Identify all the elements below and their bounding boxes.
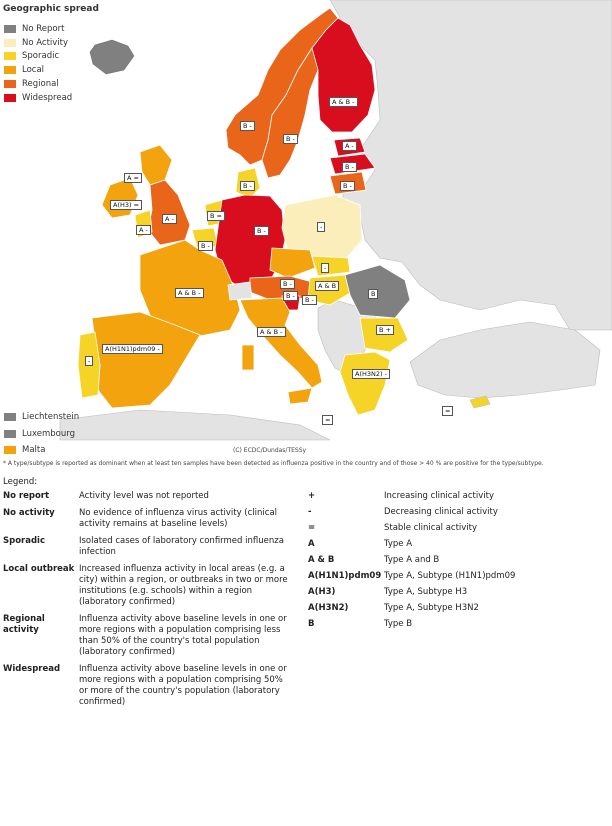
legend-swatch (4, 52, 16, 60)
definition-text: No evidence of influenza virus activity (clinical activity remains at baseline levels) (79, 508, 278, 529)
map-legend (4, 22, 72, 105)
small-country-item (4, 409, 79, 426)
label-austria: B - (280, 279, 295, 289)
small-country-label: Luxembourg (22, 428, 75, 439)
small-country-label: Malta (22, 445, 46, 456)
legend-label: No Activity (22, 37, 69, 48)
legend-label: Widespread (22, 92, 73, 103)
england (148, 180, 190, 245)
label-norway: B - (240, 121, 255, 131)
north-africa (60, 410, 330, 440)
symbol-row (308, 571, 608, 582)
legend-item (4, 91, 72, 105)
turkey (410, 322, 600, 398)
small-countries-legend (4, 409, 79, 459)
label-sweden: B - (283, 134, 298, 144)
legend-label: Regional (22, 79, 59, 90)
legend-title: Legend: (3, 477, 38, 487)
symbol-text: Type A, Subtype (H1N1)pdm09 (384, 571, 516, 581)
definition-text: Influenza activity above baseline levels in one or more regions with a population comprising 50% or more of the country's population (laboratory confirmed) (79, 664, 287, 707)
label-belgium: B - (198, 241, 213, 251)
symbol-row (308, 587, 608, 598)
legend-item (4, 36, 72, 50)
symbol-term: + (308, 491, 316, 501)
label-latvia: B - (342, 162, 357, 172)
legend-item (4, 22, 72, 36)
legend-swatch (4, 25, 16, 33)
label-slovenia: B - (283, 291, 298, 301)
ireland (102, 178, 138, 218)
legend-swatch (4, 94, 16, 102)
legend-item (4, 77, 72, 91)
label-netherlands: B = (207, 211, 225, 221)
legend-swatch (4, 430, 16, 438)
label-romania: B (368, 289, 378, 299)
definition-text: Activity level was not reported (79, 491, 209, 501)
legend-label: No Report (22, 23, 65, 34)
label-northern-ireland: A(H3) = (110, 200, 142, 210)
label-ireland: A = (124, 173, 142, 183)
bulgaria (360, 318, 408, 352)
map-title: Geographic spread (3, 4, 99, 14)
cyprus (470, 396, 490, 408)
footnote: * A type/subtype is reported as dominant when at least ten samples have been detected as influenza positive in the country and of those > 40 % are positive for the type/subtype. (3, 460, 544, 467)
iceland (90, 40, 134, 74)
legend-label: Local (22, 65, 45, 76)
label-wales: A - (136, 225, 151, 235)
symbol-term: - (308, 507, 312, 517)
sardinia (242, 345, 254, 370)
symbol-row (308, 523, 608, 534)
symbol-term: A(H3N2) (308, 603, 349, 613)
legend-item (4, 63, 72, 77)
symbol-row (308, 539, 608, 550)
symbol-row (308, 619, 608, 630)
legend-swatch (4, 39, 16, 47)
symbol-text: Type A (384, 539, 413, 549)
symbol-row (308, 555, 608, 566)
label-denmark: B - (240, 181, 255, 191)
label-czechia: A & B (315, 281, 339, 291)
symbol-text: Type A and B (384, 555, 440, 565)
label-finland: A & B - (329, 97, 358, 107)
label-england: A - (162, 214, 177, 224)
small-country-item (4, 426, 79, 443)
definition-row (3, 491, 303, 502)
label-bulgaria: B + (376, 325, 394, 335)
label-france: A & B - (175, 288, 204, 298)
definition-term: Regional activity (3, 614, 45, 635)
map-copyright: (C) ECDC/Dundas/TESSy (233, 447, 307, 454)
legend-label: Sporadic (22, 51, 60, 62)
label-spain: A(H1N1)pdm09 - (102, 344, 163, 354)
symbol-text: Increasing clinical activity (384, 491, 495, 501)
definition-term: Sporadic (3, 536, 46, 546)
definition-term: No report (3, 491, 50, 501)
legend-item (4, 50, 72, 64)
definition-row (3, 564, 303, 608)
symbol-text: Stable clinical activity (384, 523, 478, 533)
activity-level-definitions (3, 491, 303, 714)
label-cyprus: = (442, 406, 453, 416)
symbol-text: Type A, Subtype H3N2 (384, 603, 479, 613)
czechia (270, 248, 315, 278)
label-slovakia: - (321, 263, 329, 273)
definition-text: Increased influenza activity in local areas (e.g. a city) within a region, or outbreaks in two or more institutions (e.g. schools) within a region (laboratory confirmed) (79, 564, 288, 607)
label-hungary: B - (302, 295, 317, 305)
definition-term: Widespread (3, 664, 61, 674)
italy (240, 298, 322, 388)
label-poland: - (317, 222, 325, 232)
symbol-row (308, 603, 608, 614)
definition-row (3, 508, 303, 530)
legend-swatch (4, 66, 16, 74)
label-italy: A & B - (257, 327, 286, 337)
sicily (288, 388, 312, 404)
switzerland (228, 282, 252, 300)
definition-row (3, 664, 303, 708)
definition-text: Influenza activity above baseline levels in one or more regions with a population comprising less than 50% of the country's total population (laboratory confirmed) (79, 614, 287, 657)
label-germany: B - (254, 226, 269, 236)
definition-term: Local outbreak (3, 564, 75, 574)
legend-swatch (4, 413, 16, 421)
label-lithuania: B - (340, 181, 355, 191)
scotland (140, 145, 172, 185)
label-greece: A(H3N2) - (352, 369, 390, 379)
greece (340, 352, 390, 415)
symbol-text: Decreasing clinical activity (384, 507, 498, 517)
symbol-term: = (308, 523, 316, 533)
symbol-term: B (308, 619, 315, 629)
symbol-term: A(H1N1)pdm09 (308, 571, 382, 581)
label-malta: = (322, 415, 333, 425)
definition-text: Isolated cases of laboratory confirmed influenza infection (79, 536, 284, 557)
slovakia (312, 256, 350, 276)
label-estonia: A - (342, 141, 357, 151)
symbol-term: A & B (308, 555, 335, 565)
definition-row (3, 614, 303, 658)
symbol-term: A (308, 539, 315, 549)
definition-term: No activity (3, 508, 55, 518)
symbol-row (308, 507, 608, 518)
symbol-row (308, 491, 608, 502)
symbol-term: A(H3) (308, 587, 336, 597)
symbol-text: Type A, Subtype H3 (384, 587, 468, 597)
legend-swatch (4, 80, 16, 88)
definition-row (3, 536, 303, 558)
legend-swatch (4, 446, 16, 454)
small-country-item (4, 442, 79, 459)
label-portugal: - (85, 356, 93, 366)
symbol-definitions (308, 491, 608, 635)
small-country-label: Liechtenstein (22, 412, 80, 423)
symbol-text: Type B (384, 619, 413, 629)
